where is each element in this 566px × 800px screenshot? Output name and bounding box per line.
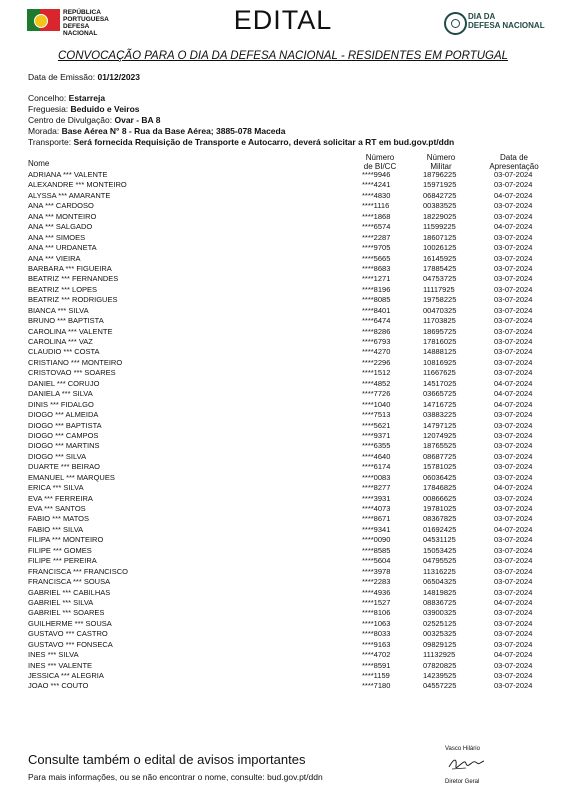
row-military-number: 06036425 (423, 472, 457, 482)
row-military-number: 00866625 (423, 493, 457, 503)
signer-name: Vasco Hilário (445, 746, 480, 752)
row-date: 03-07-2024 (494, 274, 533, 284)
row-military-number: 14819825 (423, 587, 457, 597)
row-date: 03-07-2024 (494, 316, 533, 326)
table-row (0, 264, 566, 274)
row-military-number: 06504325 (423, 577, 457, 587)
table-row (0, 243, 566, 253)
row-bi-number: ****8085 (362, 295, 391, 305)
row-bi-number: ****3978 (362, 566, 391, 576)
row-military-number: 04795525 (423, 556, 457, 566)
row-name: GABRIEL *** SOARES (28, 608, 105, 618)
document-subtitle: CONVOCAÇÃO PARA O DIA DA DEFESA NACIONAL - RESIDENTES EM PORTUGAL (57, 50, 509, 62)
row-military-number: 03900325 (423, 608, 457, 618)
row-name: EVA *** FERREIRA (28, 493, 93, 503)
row-name: DINIS *** FIDALGO (28, 399, 94, 409)
row-bi-number: ****2287 (362, 232, 391, 242)
signature-icon (446, 754, 486, 772)
row-military-number: 11132925 (423, 650, 456, 660)
row-bi-number: ****8671 (362, 514, 391, 524)
row-date: 03-07-2024 (494, 660, 533, 670)
row-military-number: 09829125 (423, 639, 457, 649)
table-row (0, 473, 566, 483)
brand-line: NACIONAL (63, 30, 98, 37)
table-row (0, 504, 566, 514)
centro-label: Centro de Divulgação: (28, 115, 113, 125)
row-date: 03-07-2024 (494, 441, 533, 451)
row-name: CLAUDIO *** COSTA (28, 347, 100, 357)
row-date: 03-07-2024 (494, 629, 533, 639)
row-name: ANA *** MONTEIRO (28, 211, 97, 221)
row-bi-number: ****7726 (362, 389, 391, 399)
table-row (0, 671, 566, 681)
row-name: CRISTIANO *** MONTEIRO (28, 357, 123, 367)
table-row (0, 640, 566, 650)
table-row (0, 201, 566, 211)
row-military-number: 18765525 (423, 441, 457, 451)
row-name: INES *** SILVA (28, 650, 79, 660)
row-bi-number: ****4830 (362, 190, 391, 200)
concelho-line (28, 93, 105, 103)
row-bi-number: ****9946 (362, 170, 391, 179)
row-name: EVA *** SANTOS (28, 504, 86, 513)
row-date: 03-07-2024 (494, 577, 533, 587)
row-name: JOAO *** COUTO (28, 681, 89, 691)
table-row (0, 285, 566, 295)
row-military-number: 11703825 (423, 316, 456, 326)
row-military-number: 08367825 (423, 514, 457, 524)
row-name: DIOGO *** BAPTISTA (28, 420, 102, 430)
row-date: 04-07-2024 (494, 399, 533, 409)
row-military-number: 14517025 (423, 378, 457, 388)
row-name: GUSTAVO *** CASTRO (28, 629, 108, 639)
row-date: 03-07-2024 (494, 232, 533, 242)
table-row (0, 577, 566, 587)
brand-line: REPÚBLICA (63, 9, 101, 16)
row-military-number: 19781025 (423, 504, 457, 513)
row-military-number: 06842725 (423, 190, 457, 200)
row-military-number: 18229025 (423, 211, 457, 221)
table-row (0, 462, 566, 472)
row-bi-number: ****1116 (362, 201, 390, 211)
row-date: 03-07-2024 (494, 462, 533, 472)
row-bi-number: ****8277 (362, 483, 391, 493)
row-bi-number: ****1271 (362, 274, 391, 284)
row-date: 03-07-2024 (494, 170, 533, 179)
row-date: 04-07-2024 (494, 524, 533, 534)
row-military-number: 17816025 (423, 337, 457, 346)
column-header-bi (352, 154, 408, 171)
table-row (0, 608, 566, 618)
row-date: 03-07-2024 (494, 493, 533, 503)
convocation-table (0, 170, 566, 692)
row-bi-number: ****3931 (362, 493, 391, 503)
row-name: BIANCA *** SILVA (28, 305, 89, 315)
row-name: CRISTOVAO *** SOARES (28, 368, 116, 378)
table-row (0, 191, 566, 201)
row-date: 04-07-2024 (494, 483, 533, 493)
row-date: 03-07-2024 (494, 451, 533, 461)
table-row (0, 233, 566, 243)
table-row (0, 494, 566, 504)
row-military-number: 15971925 (423, 180, 457, 190)
table-row (0, 410, 566, 420)
row-military-number: 00325325 (423, 629, 457, 639)
row-date: 03-07-2024 (494, 357, 533, 367)
ddn-line: DEFESA NACIONAL (468, 21, 545, 30)
row-name: ERICA *** SILVA (28, 483, 84, 493)
signer-role: Diretor Geral (445, 779, 480, 785)
row-date: 03-07-2024 (494, 410, 533, 420)
row-military-number: 10816925 (423, 357, 457, 367)
table-row (0, 629, 566, 639)
column-header-line: Número (426, 153, 456, 162)
footer-info (28, 772, 323, 782)
row-name: BEATRIZ *** FERNANDES (28, 274, 119, 284)
emission-date (28, 72, 140, 82)
table-row (0, 254, 566, 264)
row-bi-number: ****6793 (362, 337, 391, 346)
column-header-line: Apresentação (489, 161, 539, 171)
emission-label: Data de Emissão: (28, 72, 96, 82)
row-date: 03-07-2024 (494, 337, 533, 346)
row-military-number: 14888125 (423, 347, 457, 357)
row-date: 03-07-2024 (494, 430, 533, 440)
row-name: FILIPE *** GOMES (28, 545, 92, 555)
concelho-value: Estarreja (68, 93, 106, 103)
row-military-number: 08836725 (423, 597, 457, 607)
row-bi-number: ****2296 (362, 357, 391, 367)
row-bi-number: ****8585 (362, 545, 391, 555)
row-date: 03-07-2024 (494, 639, 533, 649)
row-name: ALYSSA *** AMARANTE (28, 190, 111, 200)
freguesia-value: Beduido e Veiros (70, 104, 140, 114)
column-header-line: Militar (430, 161, 452, 171)
row-date: 03-07-2024 (494, 180, 533, 190)
row-name: ANA *** CARDOSO (28, 201, 94, 211)
table-row (0, 212, 566, 222)
row-name: GUILHERME *** SOUSA (28, 618, 112, 628)
table-row (0, 441, 566, 451)
table-row (0, 619, 566, 629)
row-bi-number: ****2283 (362, 577, 391, 587)
row-date: 03-07-2024 (494, 420, 533, 430)
row-military-number: 11117925 (423, 284, 455, 294)
row-bi-number: ****8033 (362, 629, 391, 639)
row-bi-number: ****9341 (362, 524, 391, 534)
row-date: 03-07-2024 (494, 368, 533, 378)
row-military-number: 04753725 (423, 274, 457, 284)
table-row (0, 358, 566, 368)
row-date: 03-07-2024 (494, 545, 533, 555)
row-military-number: 11599225 (423, 222, 456, 232)
freguesia-line (28, 104, 140, 114)
row-name: DIOGO *** MARTINS (28, 441, 100, 451)
row-date: 03-07-2024 (494, 535, 533, 545)
row-military-number: 17885425 (423, 263, 457, 273)
ddn-line: DIA DA (468, 12, 496, 21)
row-bi-number: ****1512 (362, 368, 391, 378)
row-date: 03-07-2024 (494, 263, 533, 273)
table-row (0, 567, 566, 577)
table-row (0, 180, 566, 190)
row-bi-number: ****6474 (362, 316, 391, 326)
table-row (0, 650, 566, 660)
table-row (0, 306, 566, 316)
brand-line: DEFESA (63, 23, 90, 30)
table-row (0, 222, 566, 232)
row-date: 03-07-2024 (494, 295, 533, 305)
centro-value: Ovar - BA 8 (114, 115, 161, 125)
row-date: 03-07-2024 (494, 201, 533, 211)
row-bi-number: ****6355 (362, 441, 391, 451)
row-bi-number: ****9163 (362, 639, 391, 649)
row-bi-number: ****1868 (362, 211, 391, 221)
row-bi-number: ****7180 (362, 681, 391, 691)
row-name: ANA *** SIMOES (28, 232, 86, 242)
freguesia-label: Freguesia: (28, 104, 69, 114)
row-military-number: 04531125 (423, 535, 456, 545)
row-bi-number: ****5621 (362, 420, 391, 430)
row-bi-number: ****6574 (362, 222, 391, 232)
table-row (0, 514, 566, 524)
row-bi-number: ****5604 (362, 556, 391, 566)
row-date: 04-07-2024 (494, 597, 533, 607)
concelho-label: Concelho: (28, 93, 67, 103)
row-name: BEATRIZ *** RODRIGUES (28, 295, 118, 305)
table-row (0, 274, 566, 284)
row-bi-number: ****1063 (362, 618, 391, 628)
table-row (0, 525, 566, 535)
row-name: FABIO *** SILVA (28, 524, 84, 534)
table-row (0, 327, 566, 337)
row-bi-number: ****8683 (362, 263, 391, 273)
row-date: 03-07-2024 (494, 671, 533, 680)
row-military-number: 00470325 (423, 305, 457, 315)
row-date: 03-07-2024 (494, 556, 533, 566)
ddn-emblem-icon (444, 12, 467, 35)
morada-line (28, 126, 285, 136)
row-name: GUSTAVO *** FONSECA (28, 639, 113, 649)
row-bi-number: ****1527 (362, 597, 391, 607)
row-date: 03-07-2024 (494, 587, 533, 597)
row-military-number: 18695725 (423, 326, 457, 336)
row-bi-number: ****4270 (362, 347, 391, 357)
table-row (0, 556, 566, 566)
row-bi-number: ****1159 (362, 671, 390, 680)
row-bi-number: ****7513 (362, 410, 391, 420)
column-header-date (480, 154, 548, 171)
row-bi-number: ****9371 (362, 430, 391, 440)
row-name: EMANUEL *** MARQUES (28, 472, 115, 482)
row-name: DIOGO *** ALMEIDA (28, 410, 99, 420)
table-row (0, 316, 566, 326)
row-bi-number: ****8286 (362, 326, 391, 336)
column-header-line: Data de (499, 153, 529, 162)
row-name: ANA *** VIEIRA (28, 253, 81, 263)
row-military-number: 03665725 (423, 389, 457, 399)
footer-info-text: Para mais informações, ou se não encontrar o nome, consulte: (28, 772, 265, 782)
table-row (0, 598, 566, 608)
row-military-number: 14239525 (423, 671, 457, 680)
row-bi-number: ****4936 (362, 587, 391, 597)
table-row (0, 421, 566, 431)
row-name: FRANCISCA *** FRANCISCO (28, 566, 129, 576)
row-name: FILIPE *** PEREIRA (28, 556, 97, 566)
row-date: 03-07-2024 (494, 253, 533, 263)
row-military-number: 14716725 (423, 399, 457, 409)
row-military-number: 11316225 (423, 566, 456, 576)
document-header (0, 0, 566, 45)
table-row (0, 295, 566, 305)
row-name: DIOGO *** CAMPOS (28, 430, 99, 440)
row-name: BRUNO *** BAPTISTA (28, 316, 104, 326)
row-name: ANA *** SALGADO (28, 222, 93, 232)
row-date: 03-07-2024 (494, 608, 533, 618)
row-bi-number: ****4241 (362, 180, 391, 190)
table-row (0, 170, 566, 180)
row-military-number: 15053425 (423, 545, 457, 555)
centro-line (28, 115, 160, 125)
row-military-number: 14797125 (423, 420, 457, 430)
row-name: ALEXANDRE *** MONTEIRO (28, 180, 127, 190)
row-date: 03-07-2024 (494, 681, 533, 691)
row-military-number: 19758225 (423, 295, 457, 305)
row-date: 04-07-2024 (494, 650, 533, 660)
row-name: DANIELA *** SILVA (28, 389, 93, 399)
row-date: 04-07-2024 (494, 190, 533, 200)
row-name: FRANCISCA *** SOUSA (28, 577, 111, 587)
table-row (0, 389, 566, 399)
row-date: 04-07-2024 (494, 389, 533, 399)
row-name: BARBARA *** FIGUEIRA (28, 263, 112, 273)
footer-link[interactable]: bud.gov.pt/ddn (267, 772, 323, 782)
row-date: 03-07-2024 (494, 566, 533, 576)
row-date: 03-07-2024 (494, 472, 533, 482)
row-military-number: 12074925 (423, 430, 457, 440)
row-military-number: 01692425 (423, 524, 457, 534)
row-bi-number: ****5665 (362, 253, 391, 263)
transporte-label: Transporte: (28, 137, 72, 147)
row-name: FILIPA *** MONTEIRO (28, 535, 104, 545)
row-name: FABIO *** MATOS (28, 514, 89, 524)
row-name: BEATRIZ *** LOPES (28, 284, 98, 294)
row-bi-number: ****4702 (362, 650, 391, 660)
table-row (0, 588, 566, 598)
row-military-number: 00383525 (423, 201, 457, 211)
row-military-number: 03883225 (423, 410, 457, 420)
row-military-number: 08687725 (423, 451, 457, 461)
row-bi-number: ****4073 (362, 504, 391, 513)
transporte-value: Será fornecida Requisição de Transporte e Autocarro, deverá solicitar a RT em bud.gov.pt/ddn (73, 137, 455, 147)
transporte-line (28, 137, 454, 147)
brand-line: PORTUGUESA (63, 16, 109, 23)
table-row (0, 452, 566, 462)
row-name: GABRIEL *** SILVA (28, 597, 94, 607)
row-bi-number: ****9705 (362, 243, 391, 253)
row-name: DIOGO *** SILVA (28, 451, 87, 461)
table-row (0, 431, 566, 441)
row-bi-number: ****4852 (362, 378, 391, 388)
table-row (0, 483, 566, 493)
row-military-number: 11667625 (423, 368, 456, 378)
row-name: INES *** VALENTE (28, 660, 93, 670)
row-military-number: 04557225 (423, 681, 457, 691)
row-bi-number: ****6174 (362, 462, 391, 472)
row-name: GABRIEL *** CABILHAS (28, 587, 111, 597)
table-row (0, 681, 566, 691)
ddn-logo-text (468, 12, 545, 30)
row-military-number: 15781025 (423, 462, 457, 472)
row-date: 03-07-2024 (494, 243, 533, 253)
table-row (0, 337, 566, 347)
row-military-number: 16145925 (423, 253, 457, 263)
row-date: 03-07-2024 (494, 504, 533, 513)
row-date: 03-07-2024 (494, 347, 533, 357)
row-bi-number: ****8401 (362, 305, 391, 315)
row-name: JESSICA *** ALEGRIA (28, 671, 104, 680)
row-date: 03-07-2024 (494, 284, 533, 294)
table-row (0, 347, 566, 357)
row-military-number: 02525125 (423, 618, 457, 628)
table-row (0, 535, 566, 545)
morada-value: Base Aérea N° 8 - Rua da Base Aérea; 3885-078 Maceda (61, 126, 286, 136)
row-date: 03-07-2024 (494, 305, 533, 315)
row-date: 03-07-2024 (494, 514, 533, 524)
row-bi-number: ****0090 (362, 535, 391, 545)
row-date: 03-07-2024 (494, 326, 533, 336)
row-date: 04-07-2024 (494, 378, 533, 388)
row-date: 03-07-2024 (494, 618, 533, 628)
emission-value: 01/12/2023 (97, 72, 141, 82)
row-name: ADRIANA *** VALENTE (28, 170, 108, 179)
document-title: EDITAL (233, 5, 333, 35)
row-military-number: 18796225 (423, 170, 457, 179)
row-name: CAROLINA *** VALENTE (28, 326, 113, 336)
column-header-militar (414, 154, 468, 171)
row-bi-number: ****8196 (362, 284, 391, 294)
row-military-number: 17846825 (423, 483, 457, 493)
row-name: ANA *** URDANETA (28, 243, 97, 253)
column-header-line: Número (365, 153, 395, 162)
table-row (0, 546, 566, 556)
table-row (0, 368, 566, 378)
row-military-number: 10026125 (423, 243, 457, 253)
row-military-number: 18607125 (423, 232, 457, 242)
footer-notice: Consulte também o edital de avisos importantes (28, 752, 306, 767)
row-military-number: 07820825 (423, 660, 457, 670)
column-header-line: de BI/CC (363, 161, 397, 171)
row-bi-number: ****4640 (362, 451, 391, 461)
table-row (0, 400, 566, 410)
row-bi-number: ****0083 (362, 472, 391, 482)
row-name: DUARTE *** BEIRAO (28, 462, 100, 472)
table-row (0, 379, 566, 389)
table-row (0, 661, 566, 671)
row-date: 03-07-2024 (494, 211, 533, 221)
row-name: CAROLINA *** VAZ (28, 337, 93, 346)
row-bi-number: ****1040 (362, 399, 391, 409)
row-date: 04-07-2024 (494, 222, 533, 232)
morada-label: Morada: (28, 126, 60, 136)
column-header-name: Nome (28, 159, 50, 168)
row-bi-number: ****8106 (362, 608, 391, 618)
row-bi-number: ****8591 (362, 660, 391, 670)
row-name: DANIEL *** CORUJO (28, 378, 100, 388)
